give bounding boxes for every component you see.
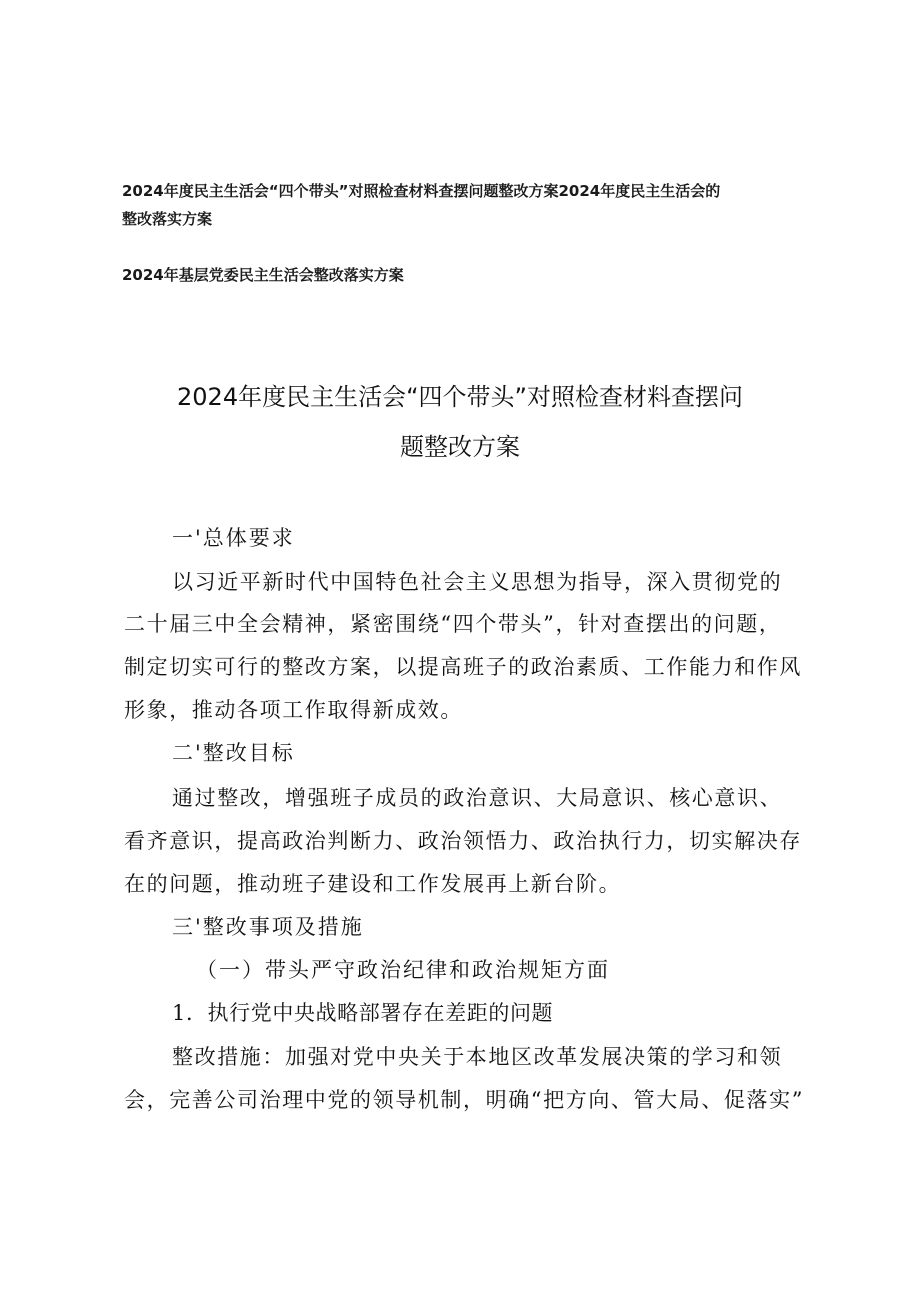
toc-line-1-continued: 整改落实方案: [122, 210, 213, 228]
section-3-measure-line-1: 整改措施：加强对党中央关于本地区改革发展决策的学习和领: [172, 1045, 783, 1069]
section-2-line-2: 看齐意识，提高政治判断力、政治领悟力、政治执行力，切实解决存: [124, 829, 802, 853]
section-3-subheading: （一）带头严守政治纪律和政治规矩方面: [196, 958, 610, 982]
toc-line-2: 2024年基层党委民主生活会整改落实方案: [122, 266, 404, 284]
section-1-line-4: 形象，推动各项工作取得新成效。: [124, 698, 463, 722]
section-2-line-1: 通过整改，增强班子成员的政治意识、大局意识、核心意识、: [172, 786, 783, 810]
section-2-line-3: 在的问题，推动班子建设和工作发展再上新台阶。: [124, 872, 622, 896]
toc-line-1: 2024年度民主生活会“四个带头”对照检查材料查摆问题整改方案2024年度民主生活会的: [122, 182, 721, 200]
section-3-item-1: 1．执行党中央战略部署存在差距的问题: [172, 1001, 554, 1025]
section-1-line-3: 制定切实可行的整改方案，以提高班子的政治素质、工作能力和作风: [124, 655, 802, 679]
section-3-heading: 三'整改事项及措施: [172, 915, 364, 939]
section-1-heading: 一'总体要求: [172, 526, 295, 550]
document-title-line-1: 2024年度民主生活会“四个带头”对照检查材料查摆问: [177, 383, 743, 411]
section-2-heading: 二'整改目标: [172, 741, 295, 765]
section-1-line-1: 以习近平新时代中国特色社会主义思想为指导，深入贯彻党的: [172, 570, 783, 594]
section-1-line-2: 二十届三中全会精神，紧密围绕“四个带头”，针对查摆出的问题，: [124, 612, 782, 636]
section-3-measure-line-2: 会，完善公司治理中党的领导机制，明确“把方向、管大局、促落实”: [124, 1088, 805, 1112]
document-title-line-2: 题整改方案: [400, 433, 520, 461]
